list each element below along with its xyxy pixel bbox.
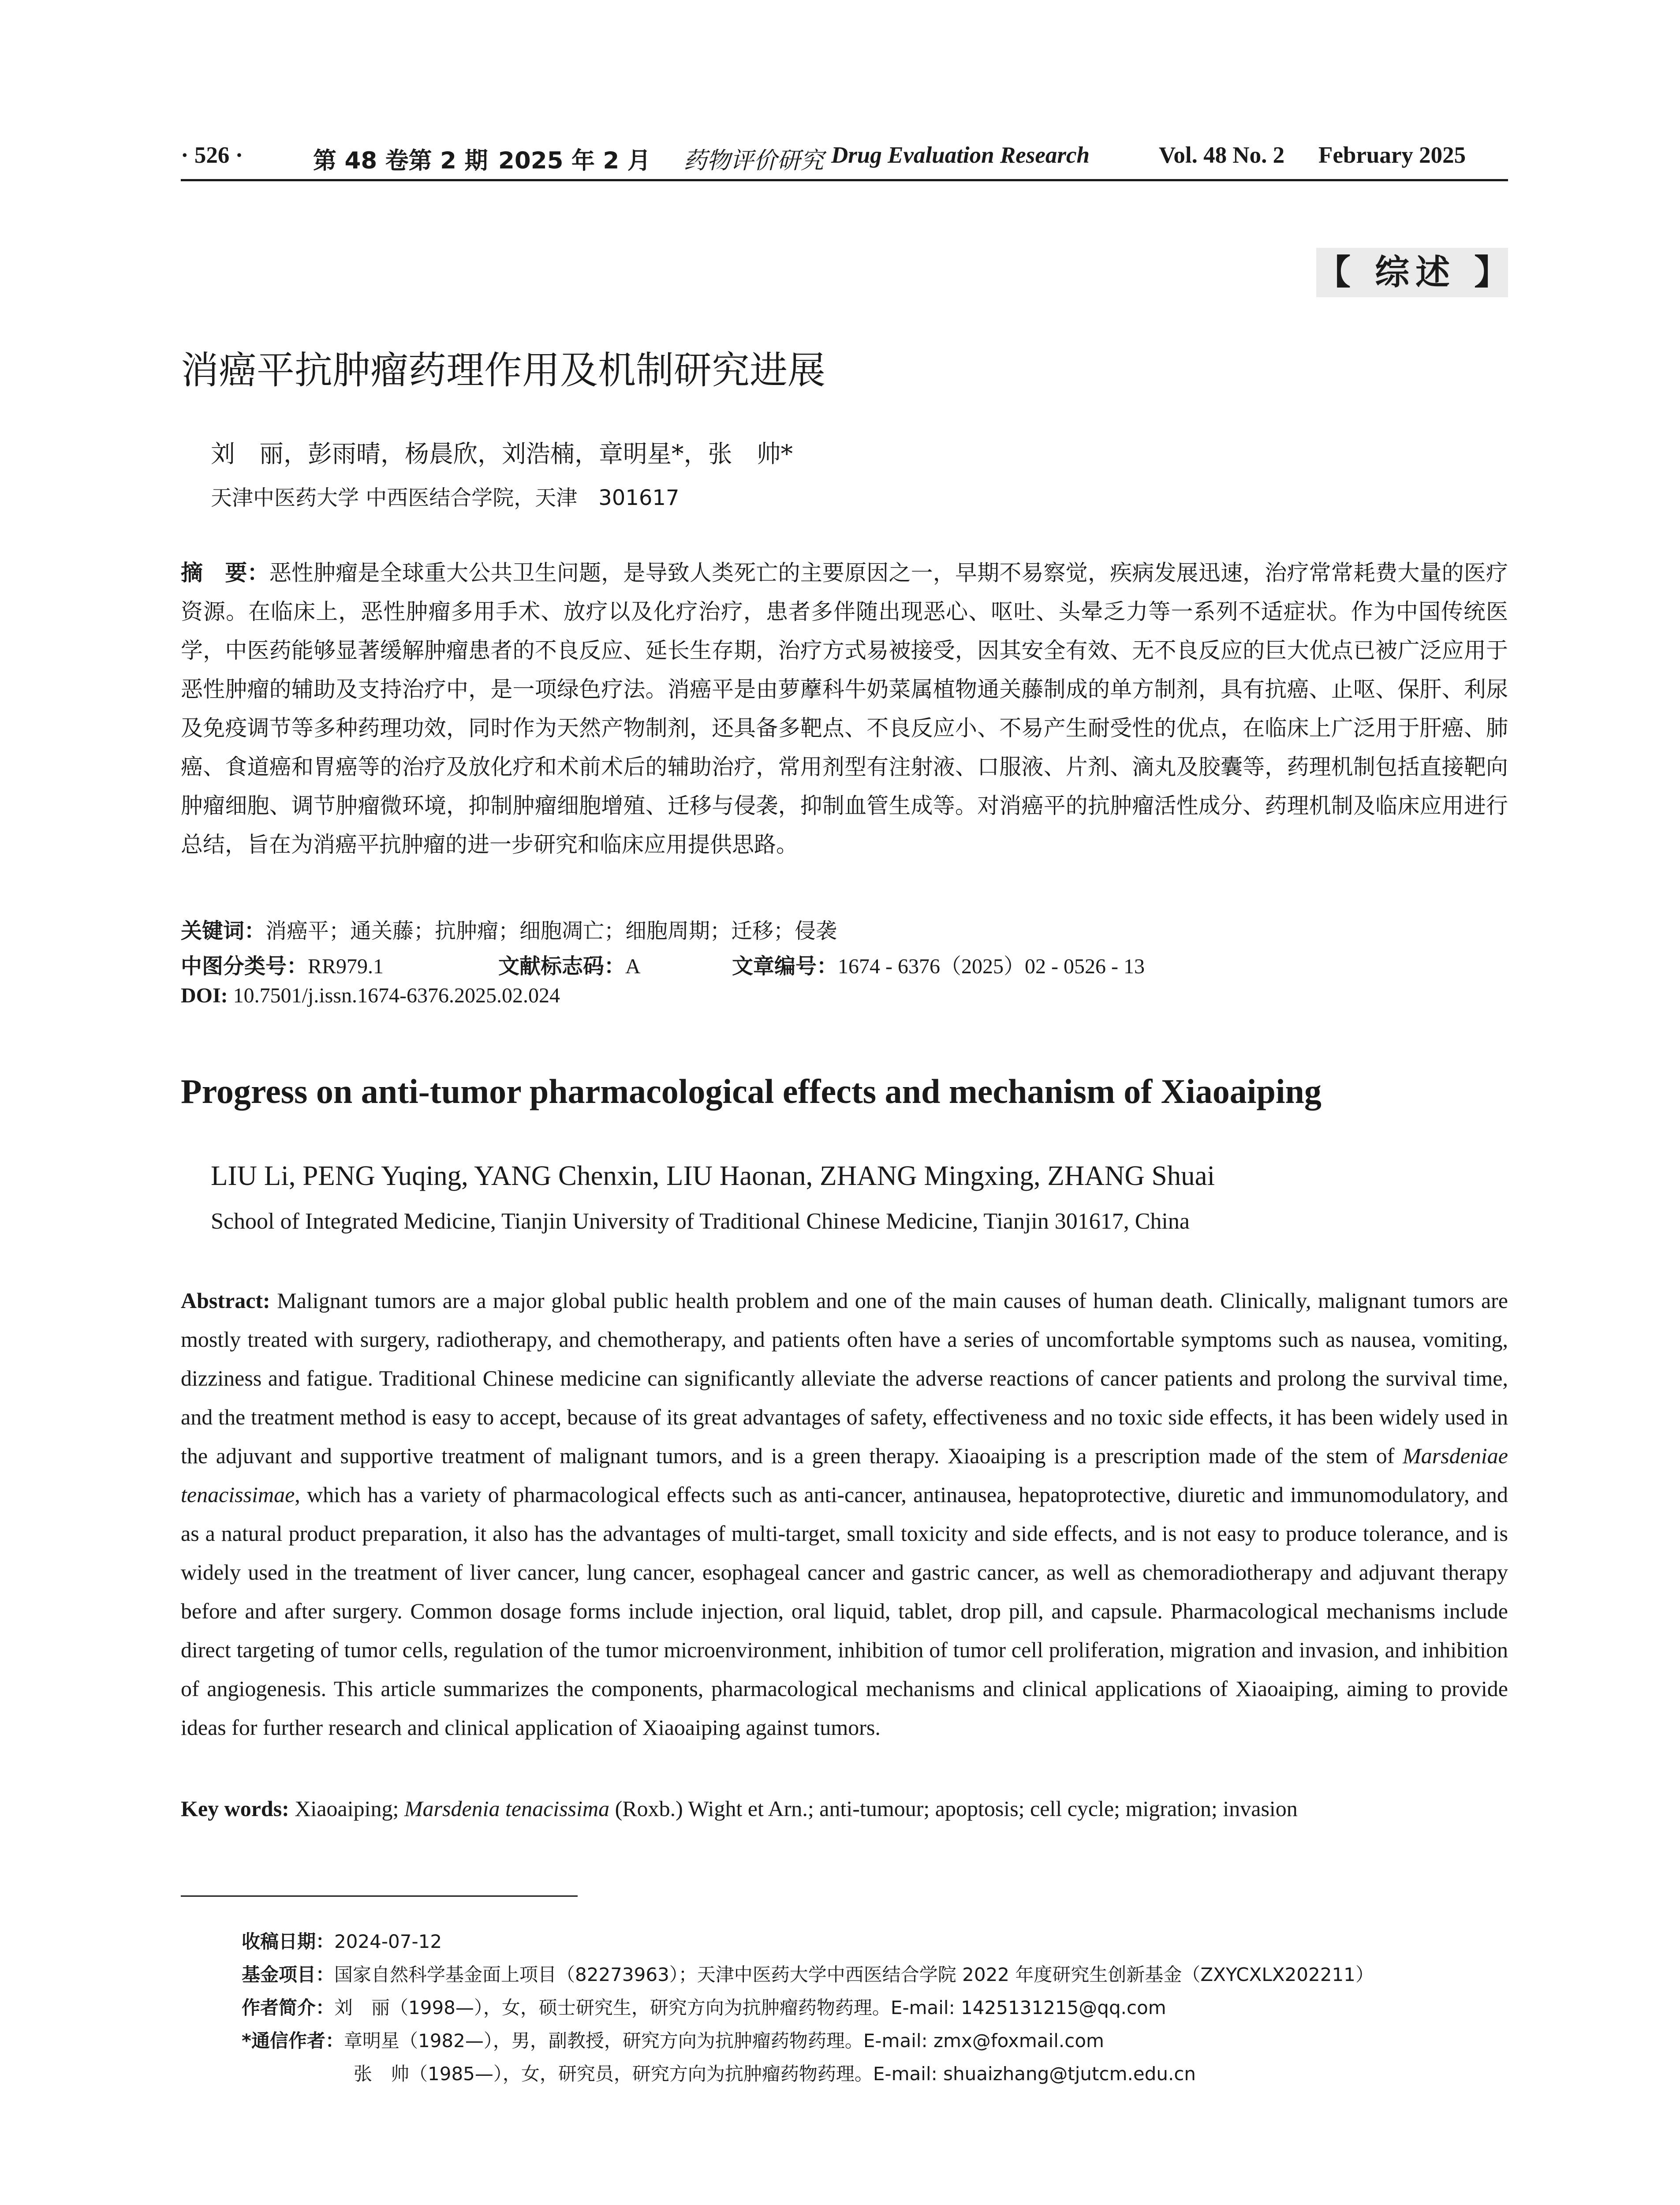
keywords-en-species: Marsdenia tenacissima — [404, 1796, 610, 1821]
doc-code-label: 文献标志码： — [498, 954, 626, 979]
abstract-cn — [181, 553, 1508, 864]
keywords-en-label: Key words: — [181, 1796, 289, 1821]
keywords-en-text-1: Xiaoaiping; — [295, 1796, 404, 1821]
keywords-en-text-2: (Roxb.) Wight et Arn.; anti-tumour; apoptosis; cell cycle; migration; invasion — [609, 1796, 1298, 1821]
keywords-cn — [181, 914, 837, 944]
running-header — [181, 142, 1508, 177]
abstract-en-text-1: Malignant tumors are a major global public health problem and one of the main causes of human death. Clinically, malignant tumors are mostly treated with surgery, radiotherapy, and chemotherapy, and patients often have a series of uncomfortable symptoms such as nausea, vomiting, dizziness and fatigue. Traditional Chinese medicine can significantly alleviate the adverse reactions of cancer patients and prolong the survival time, and the treatment method is easy to accept, because of its great advantages of safety, effectiveness and no toxic side effects, it has been widely used in the adjuvant and supportive treatment of malignant tumors, and is a green therapy. Xiaoaiping is a prescription made of the stem of — [181, 1288, 1508, 1468]
abstract-en-text-2: , which has a variety of pharmacological effects such as anti-cancer, antinausea, hepatoprotective, diuretic and immunomodulatory, and as a natural product preparation, it also has the advantages of multi-target, small toxicity and side effects, and is not easy to produce tolerance, and is widely used in the treatment of liver cancer, lung cancer, esophageal cancer and gastric cancer, as well as chemoradiotherapy and adjuvant therapy before and after surgery. Common dosage forms include injection, oral liquid, tablet, drop pill, and capsule. Pharmacological mechanisms include direct targeting of tumor cells, regulation of the tumor microenvironment, inhibition of tumor cell proliferation, migration and invasion, and inhibition of angiogenesis. This article summarizes the components, pharmacological mechanisms and clinical applications of Xiaoaiping, aiming to provide ideas for further research and clinical application of Xiaoaiping against tumors. — [181, 1482, 1508, 1740]
journal-name-cn: 药物评价研究 — [683, 147, 824, 174]
journal-volume-cn: 第 48 卷第 2 期 — [313, 147, 488, 174]
keywords-en — [181, 1796, 1298, 1821]
article-no-label: 文章编号： — [732, 954, 838, 979]
affiliation-en: School of Integrated Medicine, Tianjin University of Traditional Chinese Medicine, Tianjin 301617, China — [211, 1209, 1190, 1234]
author-label: 作者简介： — [242, 1997, 335, 2018]
doi-line — [181, 983, 560, 1008]
corresponding-value-1: 章明星（1982—），男，副教授，研究方向为抗肿瘤药物药理。E-mail: zmx@foxmail.com — [343, 2030, 1104, 2052]
abstract-en-label: Abstract: — [181, 1288, 270, 1313]
abstract-cn-text: 恶性肿瘤是全球重大公共卫生问题，是导致人类死亡的主要原因之一，早期不易察觉，疾病发展迅速，治疗常常耗费大量的医疗资源。在临床上，恶性肿瘤多用手术、放疗以及化疗治疗，患者多伴随出现恶心、呕吐、头晕乏力等一系列不适症状。作为中国传统医学，中医药能够显著缓解肿瘤患者的不良反应、延长生存期，治疗方式易被接受，因其安全有效、无不良反应的巨大优点已被广泛应用于恶性肿瘤的辅助及支持治疗中，是一项绿色疗法。消癌平是由萝藦科牛奶菜属植物通关藤制成的单方制剂，具有抗癌、止呕、保肝、利尿及免疫调节等多种药理功效，同时作为天然产物制剂，还具备多靶点、不良反应小、不易产生耐受性的优点，在临床上广泛用于肝癌、肺癌、食道癌和胃癌等的治疗及放化疗和术前术后的辅助治疗，常用剂型有注射液、口服液、片剂、滴丸及胶囊等，药理机制包括直接靶向肿瘤细胞、调节肿瘤微环境，抑制肿瘤细胞增殖、迁移与侵袭，抑制血管生成等。对消癌平的抗肿瘤活性成分、药理机制及临床应用进行总结，旨在为消癌平抗肿瘤的进一步研究和临床应用提供思路。 — [181, 560, 1508, 857]
abstract-en — [181, 1281, 1508, 1747]
footnote-corresponding-2: 张 帅（1985—），女，研究员，研究方向为抗肿瘤药物药理。E-mail: shuaizhang@tjutcm.edu.cn — [354, 2063, 1196, 2085]
journal-date-en: February 2025 — [1318, 142, 1466, 168]
received-label: 收稿日期： — [242, 1931, 335, 1952]
clc-label: 中图分类号： — [181, 954, 308, 979]
header-rule — [181, 179, 1508, 181]
doi-label: DOI: — [181, 984, 228, 1007]
journal-date-cn: 2025 年 2 月 — [498, 147, 651, 174]
article-no-value: 1674 - 6376（2025）02 - 0526 - 13 — [838, 955, 1145, 978]
section-tag: 【 综述 】 — [1316, 248, 1508, 297]
abstract-cn-label: 摘 要： — [181, 560, 269, 586]
received-value: 2024-07-12 — [334, 1931, 442, 1952]
fund-value: 国家自然科学基金面上项目（82273963）；天津中医药大学中西医结合学院 2022 年度研究生创新基金（ZXYCXLX202211） — [334, 1964, 1374, 1985]
footnote-author — [242, 1993, 1166, 2020]
journal-name-en: Drug Evaluation Research — [831, 142, 1090, 168]
doi-value: 10.7501/j.issn.1674-6376.2025.02.024 — [233, 984, 560, 1007]
abstract-en-species: Marsdeniae tenacissimae — [181, 1443, 1508, 1507]
footnote-fund — [242, 1960, 1374, 1987]
article-title-cn: 消癌平抗肿瘤药理作用及机制研究进展 — [181, 348, 825, 392]
fund-label: 基金项目： — [242, 1964, 335, 1985]
journal-volume-en: Vol. 48 No. 2 — [1159, 142, 1285, 168]
author-value: 刘 丽（1998—），女，硕士研究生，研究方向为抗肿瘤药物药理。E-mail: 1425131215@qq.com — [334, 1997, 1166, 2018]
authors-en: LIU Li, PENG Yuqing, YANG Chenxin, LIU Haonan, ZHANG Mingxing, ZHANG Shuai — [211, 1160, 1215, 1191]
footnote-rule — [181, 1895, 578, 1897]
doc-code-value: A — [625, 955, 641, 978]
keywords-cn-text: 消癌平；通关藤；抗肿瘤；细胞凋亡；细胞周期；迁移；侵袭 — [265, 919, 837, 943]
keywords-cn-label: 关键词： — [181, 919, 266, 943]
affiliation-cn: 天津中医药大学 中西医结合学院，天津 301617 — [211, 486, 679, 510]
footnote-received — [242, 1927, 442, 1954]
authors-cn: 刘 丽，彭雨晴，杨晨欣，刘浩楠，章明星*，张 帅* — [211, 440, 793, 468]
corresponding-label: *通信作者： — [242, 2030, 344, 2052]
clc-value: RR979.1 — [308, 955, 384, 978]
page-number: · 526 · — [181, 142, 243, 168]
article-title-en: Progress on anti-tumor pharmacological effects and mechanism of Xiaoaiping — [181, 1072, 1322, 1110]
footnote-corresponding — [242, 2026, 1104, 2053]
